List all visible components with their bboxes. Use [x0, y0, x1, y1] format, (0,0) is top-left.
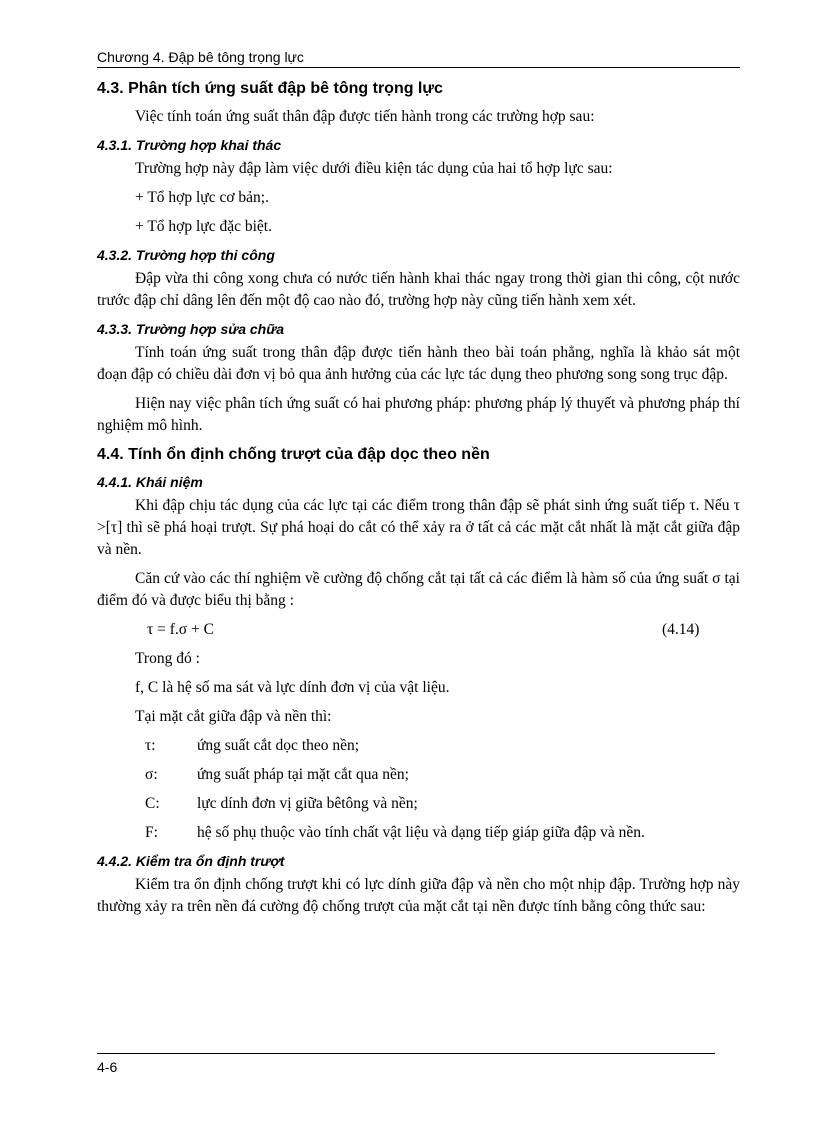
symbol: σ: [145, 766, 158, 783]
paragraph: Căn cứ vào các thí nghiệm về cường độ chống cắt tại tất cả các điểm là hàm số của ứng suất σ tại điểm đó và được biểu thị bằng : [97, 570, 740, 609]
paragraph: f, C là hệ số ma sát và lực dính đơn vị của vật liệu. [135, 679, 450, 696]
page-number: 4-6 [97, 1059, 118, 1075]
page-body [97, 72, 740, 925]
definition-item [97, 793, 740, 815]
definition-text: ứng suất pháp tại mặt cắt qua nền; [197, 766, 409, 783]
paragraph: Trong đó : [135, 650, 200, 667]
running-header: Chương 4. Đập bê tông trọng lực [97, 48, 740, 68]
section-4-3-heading: 4.3. Phân tích ứng suất đập bê tông trọng lực [97, 80, 443, 97]
paragraph: Đập vừa thi công xong chưa có nước tiến hành khai thác ngay trong thời gian thi công, cột nước trước đập chỉ dâng lên đến một độ cao nào đó, trường hợp này cũng tiến hành xem xét. [97, 270, 740, 309]
subsection-4-4-2-heading: 4.4.2. Kiểm tra ổn định trượt [97, 853, 285, 869]
formula: τ = f.σ + C [147, 621, 214, 638]
definition-text: hệ số phụ thuộc vào tính chất vật liệu và dạng tiếp giáp giữa đập và nền. [197, 824, 645, 841]
subsection-4-3-3-heading: 4.3.3. Trường hợp sửa chữa [97, 321, 285, 337]
symbol: C: [145, 795, 160, 812]
paragraph: Tính toán ứng suất trong thân đập được tiến hành theo bài toán phẳng, nghĩa là khảo sát một đoạn đập có chiều dài đơn vị bỏ qua ảnh hưởng của các lực tác dụng theo phương song song trục đập. [97, 344, 740, 383]
subsection-4-3-2-heading: 4.3.2. Trường hợp thi công [97, 247, 275, 263]
definition-text: lực dính đơn vị giữa bêtông và nền; [197, 795, 418, 812]
subsection-4-3-1-heading: 4.3.1. Trường hợp khai thác [97, 137, 282, 153]
section-4-4-heading: 4.4. Tính ổn định chống trượt của đập dọc theo nền [97, 446, 490, 463]
paragraph: Tại mặt cắt giữa đập và nền thì: [135, 708, 332, 725]
definition-item [97, 822, 740, 844]
definition-item [97, 764, 740, 786]
list-item: + Tổ hợp lực đặc biệt. [135, 218, 272, 235]
list-item: + Tổ hợp lực cơ bản;. [135, 189, 269, 206]
paragraph: Hiện nay việc phân tích ứng suất có hai phương pháp: phương pháp lý thuyết và phương pháp thí nghiệm mô hình. [97, 395, 740, 434]
paragraph: Kiểm tra ổn định chống trượt khi có lực dính giữa đập và nền cho một nhịp đập. Trường hợp này thường xảy ra trên nền đá cường độ chống trượt của mặt cắt tại nền được tính bằng công thức sau: [97, 876, 740, 915]
formula-line [97, 619, 740, 641]
subsection-4-4-1-heading: 4.4.1. Khái niệm [97, 474, 203, 490]
definition-item [97, 735, 740, 757]
paragraph: Việc tính toán ứng suất thân đập được tiến hành trong các trường hợp sau: [135, 108, 595, 125]
definition-text: ứng suất cắt dọc theo nền; [197, 737, 360, 754]
footer-rule [97, 1053, 715, 1054]
paragraph: Trường hợp này đập làm việc dưới điều kiện tác dụng của hai tổ hợp lực sau: [135, 160, 613, 177]
paragraph: Khi đập chịu tác dụng của các lực tại các điểm trong thân đập sẽ phát sinh ứng suất tiếp τ. Nếu τ >[τ] thì sẽ phá hoại trượt. Sự phá hoại do cắt có thể xảy ra ở tất cả các mặt cắt nhất là mặt cắt giữa đập và nền. [97, 497, 740, 558]
symbol: F: [145, 824, 158, 841]
equation-number: (4.14) [662, 621, 700, 638]
symbol: τ: [145, 737, 156, 754]
